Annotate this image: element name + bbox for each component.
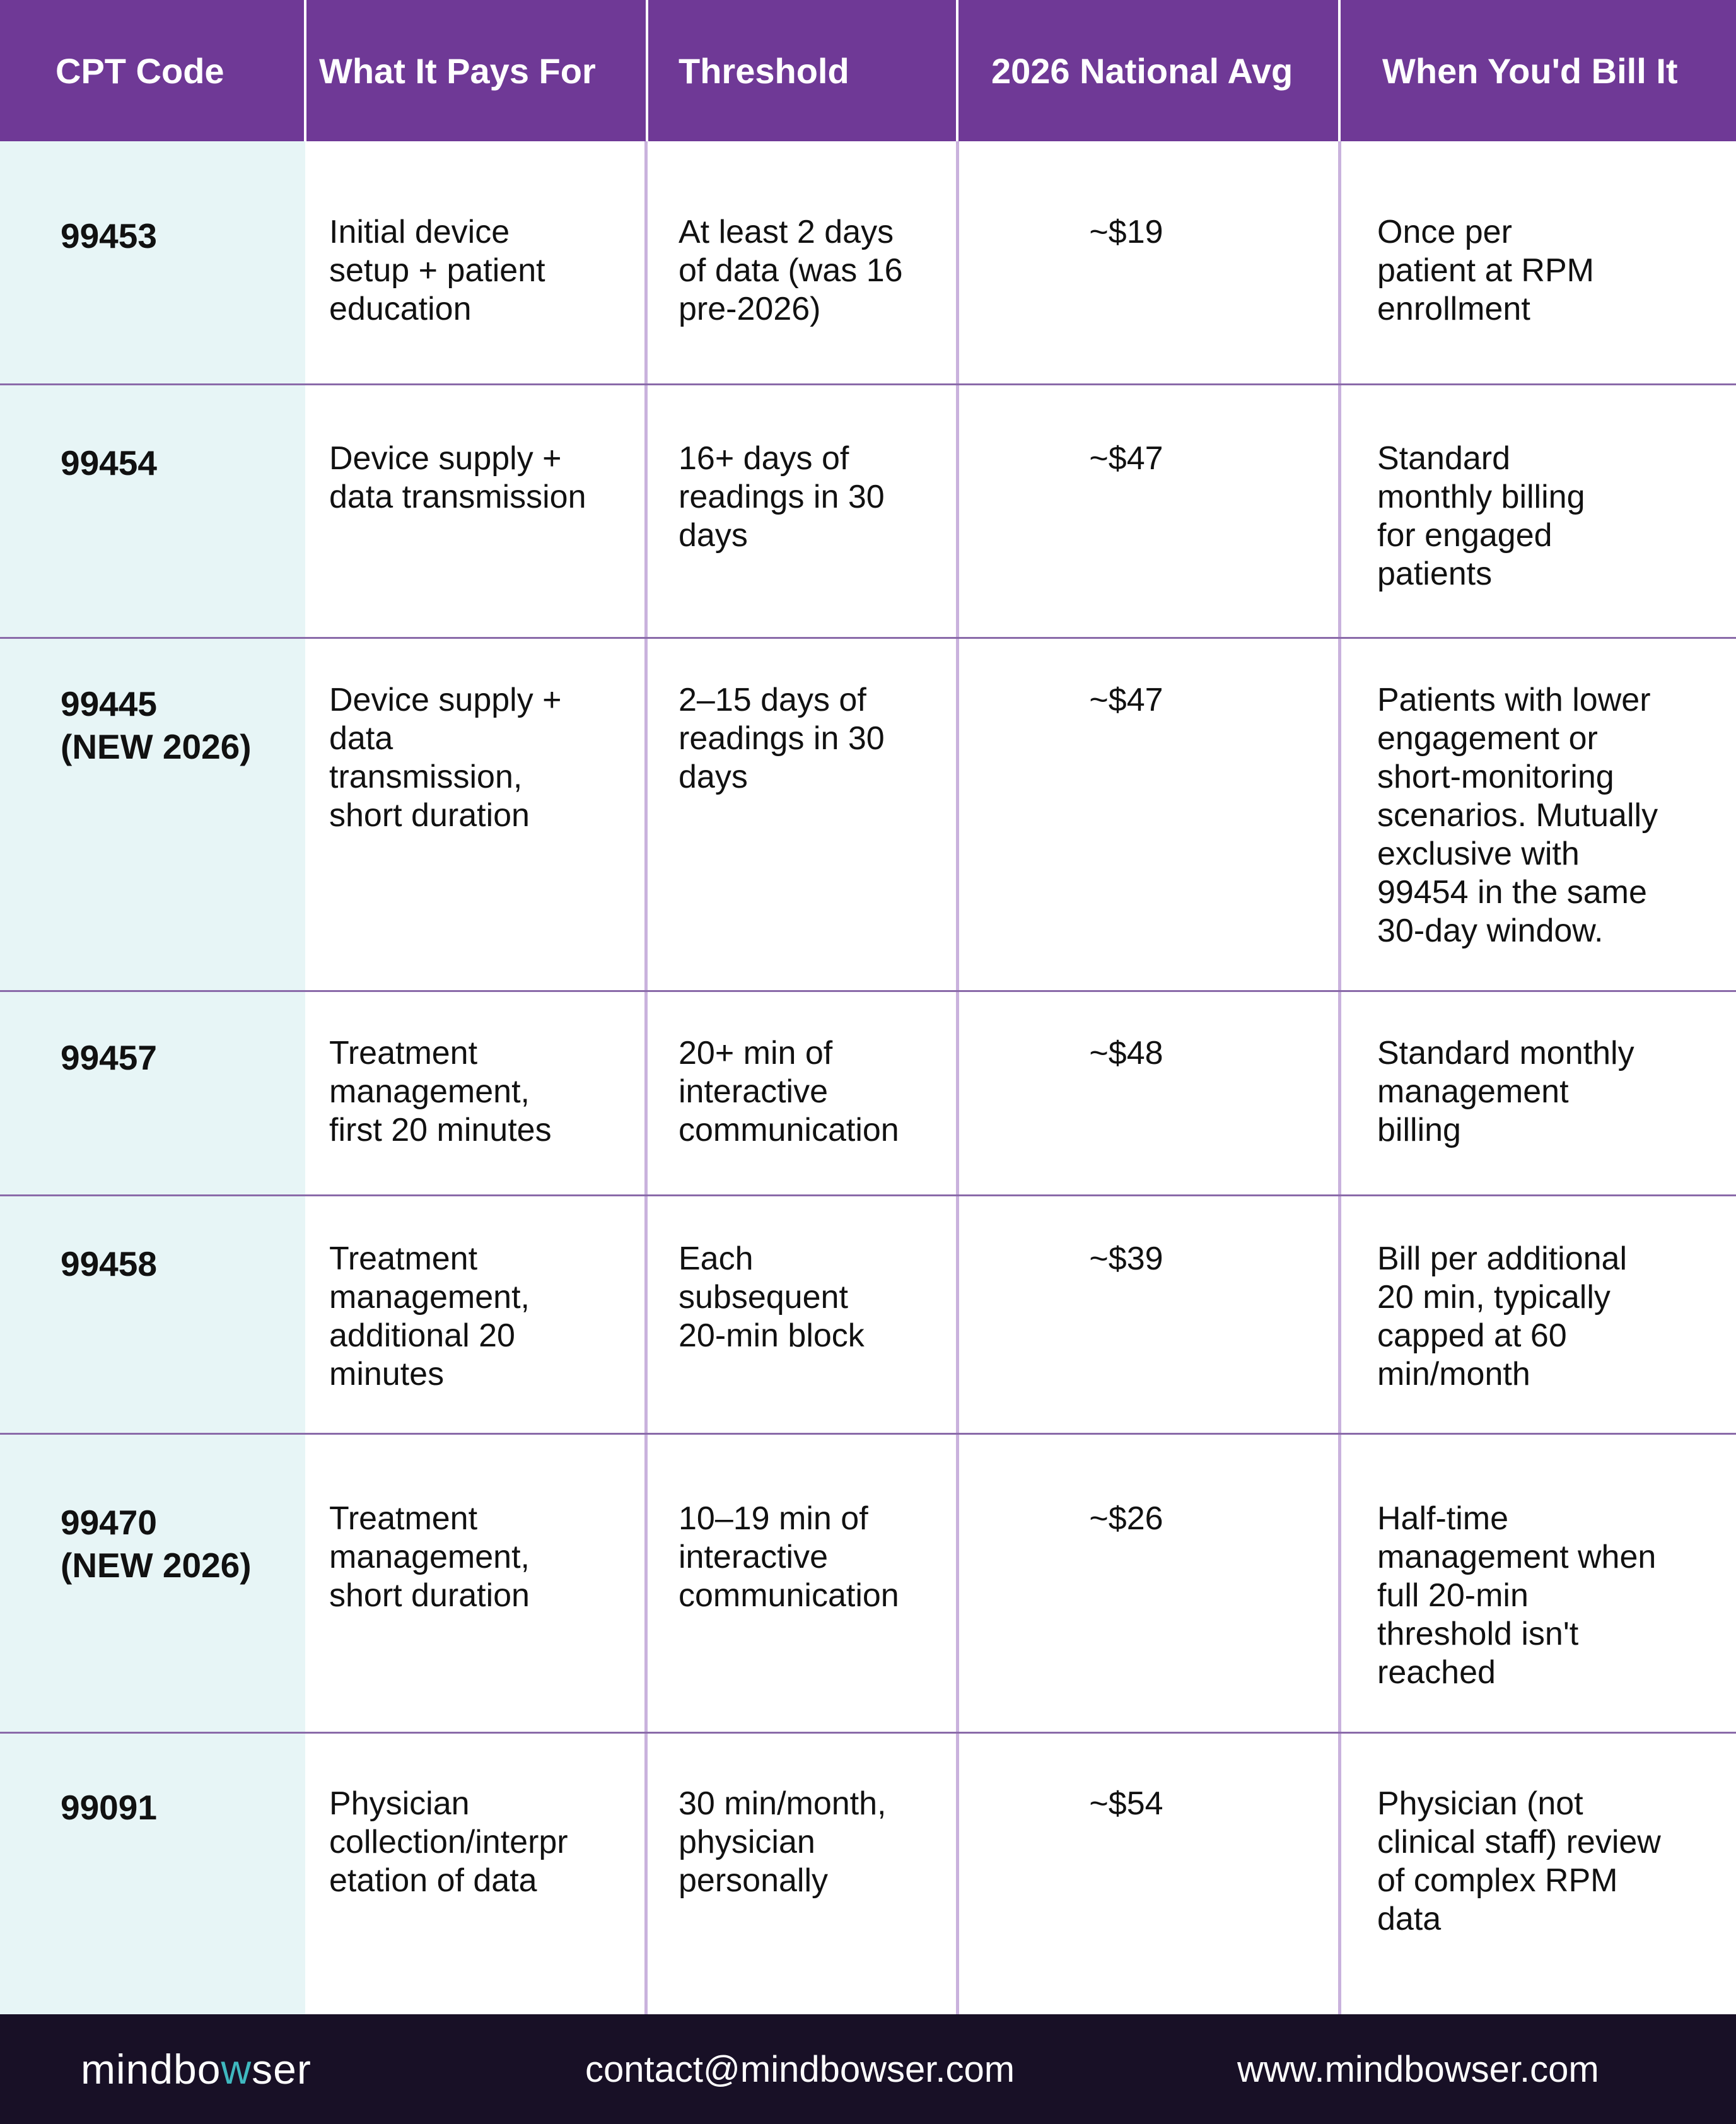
footer (0, 2014, 1736, 2124)
pays-for-cell: Treatment management, first 20 minutes (329, 1035, 552, 1148)
threshold-cell: Each subsequent 20-min block (679, 1240, 865, 1354)
national-avg-cell: ~$54 (1089, 1785, 1163, 1822)
row-divider (0, 1433, 1736, 1435)
threshold-cell: 20+ min of interactive communication (679, 1035, 899, 1148)
logo-text-end: ser (252, 2046, 312, 2092)
column-header-threshold: Threshold (679, 50, 849, 91)
pays-for-cell: Initial device setup + patient education (329, 214, 545, 327)
when-to-bill-cell: Half-time management when full 20-min threshold isn't reached (1377, 1500, 1657, 1691)
national-avg-cell: ~$39 (1089, 1240, 1163, 1277)
cpt-code-cell: 99470 (NEW 2026) (61, 1503, 252, 1585)
national-avg-cell: ~$26 (1089, 1500, 1163, 1537)
threshold-cell: 30 min/month, physician personally (679, 1785, 887, 1899)
cpt-code-cell: 99457 (61, 1038, 157, 1077)
header-divider (646, 0, 648, 141)
pays-for-cell: Device supply + data transmission (329, 440, 586, 515)
when-to-bill-cell: Physician (not clinical staff) review of complex RPM data (1377, 1785, 1661, 1937)
column-divider (1338, 141, 1341, 2030)
pays-for-cell: Treatment management, additional 20 minutes (329, 1240, 530, 1392)
national-avg-cell: ~$48 (1089, 1035, 1163, 1071)
when-to-bill-cell: Patients with lower engagement or short-monitoring scenarios. Mutually exclusive with 99454 in the same 30-day window. (1377, 682, 1658, 949)
cpt-code-cell: 99458 (61, 1244, 157, 1283)
national-avg-cell: ~$47 (1089, 682, 1163, 718)
cpt-code-cell: 99453 (61, 216, 157, 255)
row-divider (0, 1732, 1736, 1734)
column-divider (644, 141, 648, 2030)
row-divider (0, 990, 1736, 992)
when-to-bill-cell: Standard monthly billing for engaged patients (1377, 440, 1585, 592)
header-divider (1338, 0, 1341, 141)
threshold-cell: At least 2 days of data (was 16 pre-2026) (679, 214, 903, 327)
threshold-cell: 16+ days of readings in 30 days (679, 440, 885, 554)
contact-email-link[interactable]: contact@mindbowser.com (585, 2048, 1015, 2090)
column-header-what-it-pays-for: What It Pays For (319, 50, 596, 91)
column-header-when-to-bill: When You'd Bill It (1382, 50, 1678, 91)
threshold-cell: 10–19 min of interactive communication (679, 1500, 899, 1614)
header-divider (956, 0, 958, 141)
row-divider (0, 383, 1736, 385)
mindbowser-logo (81, 2014, 312, 2124)
national-avg-cell: ~$19 (1089, 214, 1163, 250)
row-divider (0, 1194, 1736, 1196)
pays-for-cell: Treatment management, short duration (329, 1500, 530, 1614)
when-to-bill-cell: Standard monthly management billing (1377, 1035, 1634, 1148)
cpt-code-cell: 99091 (61, 1788, 157, 1827)
website-link[interactable]: www.mindbowser.com (1237, 2048, 1599, 2090)
logo-text-accent: w (221, 2046, 252, 2092)
cpt-code-cell: 99454 (61, 443, 157, 482)
column-header-national-avg: 2026 National Avg (991, 50, 1293, 91)
pays-for-cell: Device supply + data transmission, short duration (329, 682, 562, 834)
national-avg-cell: ~$47 (1089, 440, 1163, 477)
pays-for-cell: Physician collection/interpr etation of data (329, 1785, 568, 1899)
when-to-bill-cell: Once per patient at RPM enrollment (1377, 214, 1594, 327)
row-divider (0, 637, 1736, 639)
logo-text-start: mindbo (81, 2046, 221, 2092)
header-divider (304, 0, 306, 141)
threshold-cell: 2–15 days of readings in 30 days (679, 682, 885, 795)
column-header-cpt-code: CPT Code (55, 50, 224, 91)
when-to-bill-cell: Bill per additional 20 min, typically capped at 60 min/month (1377, 1240, 1628, 1392)
cpt-code-cell: 99445 (NEW 2026) (61, 684, 252, 766)
column-divider (956, 141, 959, 2030)
table-header (0, 0, 1736, 141)
